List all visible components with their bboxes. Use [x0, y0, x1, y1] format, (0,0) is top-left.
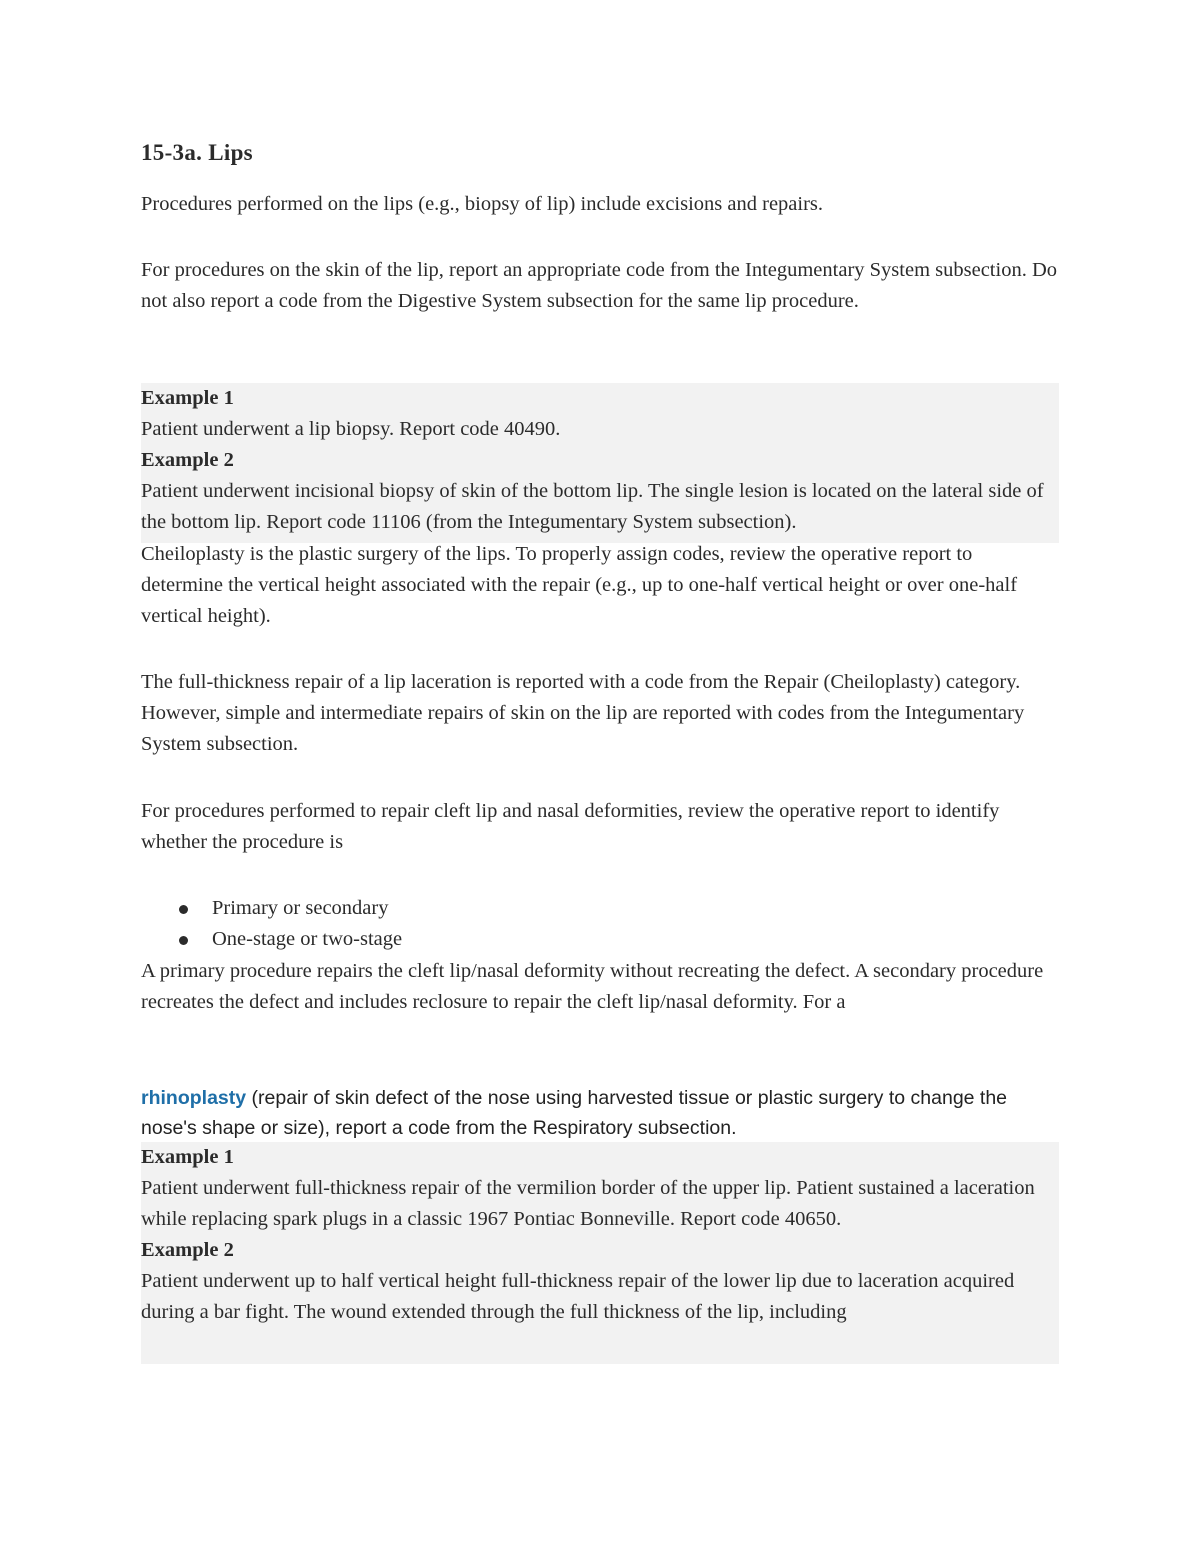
skin-paragraph: For procedures on the skin of the lip, report an appropriate code from the Integumentary System subsection. Do not also report a code from the Digestive System subsection for the same lip procedure.	[141, 259, 1057, 312]
section-heading: 15-3a. Lips	[141, 140, 253, 165]
rhinoplasty-paragraph	[141, 1083, 1059, 1143]
primary-secondary-paragraph: A primary procedure repairs the cleft lip/nasal deformity without recreating the defect. A secondary procedure recreates the defect and includes reclosure to repair the cleft lip/nasal deformity. For a	[141, 960, 1044, 1013]
bullet-icon	[179, 936, 188, 945]
bullet-icon	[179, 905, 188, 914]
example-title: Example 1	[141, 1146, 234, 1168]
examples-box-a	[141, 383, 1059, 543]
example-title: Example 1	[141, 387, 234, 409]
example-text: Patient underwent a lip biopsy. Report code 40490.	[141, 418, 561, 440]
example-title: Example 2	[141, 1239, 234, 1261]
example-text: Patient underwent incisional biopsy of skin of the bottom lip. The single lesion is located on the lateral side of the bottom lip. Report code 11106 (from the Integumentary System subsection).	[141, 480, 1044, 533]
rhinoplasty-definition: (repair of skin defect of the nose using harvested tissue or plastic surgery to change the nose's shape or size), report a code from the Respiratory subsection.	[141, 1087, 1008, 1139]
cheiloplasty-paragraph: Cheiloplasty is the plastic surgery of the lips. To properly assign codes, review the operative report to determine the vertical height associated with the repair (e.g., up to one-half vertical height or over one-half vertical height).	[141, 543, 1018, 627]
list-item	[141, 893, 402, 924]
example-title: Example 2	[141, 449, 234, 471]
cleft-paragraph: For procedures performed to repair cleft lip and nasal deformities, review the operative report to identify whether the procedure is	[141, 800, 1000, 853]
intro-paragraph: Procedures performed on the lips (e.g., biopsy of lip) include excisions and repairs.	[141, 193, 824, 215]
rhinoplasty-term-link[interactable]: rhinoplasty	[141, 1087, 247, 1109]
example-text: Patient underwent up to half vertical height full-thickness repair of the lower lip due to laceration acquired during a bar fight. The wound extended through the full thickness of the lip, including	[141, 1270, 1015, 1323]
list-item-text: Primary or secondary	[212, 897, 389, 919]
example-text: Patient underwent full-thickness repair of the vermilion border of the upper lip. Patient sustained a laceration while replacing spark plugs in a classic 1967 Pontiac Bonneville. Report code 40650.	[141, 1177, 1035, 1230]
list-item-text: One-stage or two-stage	[212, 928, 403, 950]
procedure-type-list	[141, 893, 402, 955]
full-thickness-paragraph: The full-thickness repair of a lip laceration is reported with a code from the Repair (Cheiloplasty) category. However, simple and intermediate repairs of skin on the lip are reported with codes from the Integumentary System subsection.	[141, 671, 1025, 755]
list-item	[141, 924, 402, 955]
examples-box-b	[141, 1142, 1059, 1364]
